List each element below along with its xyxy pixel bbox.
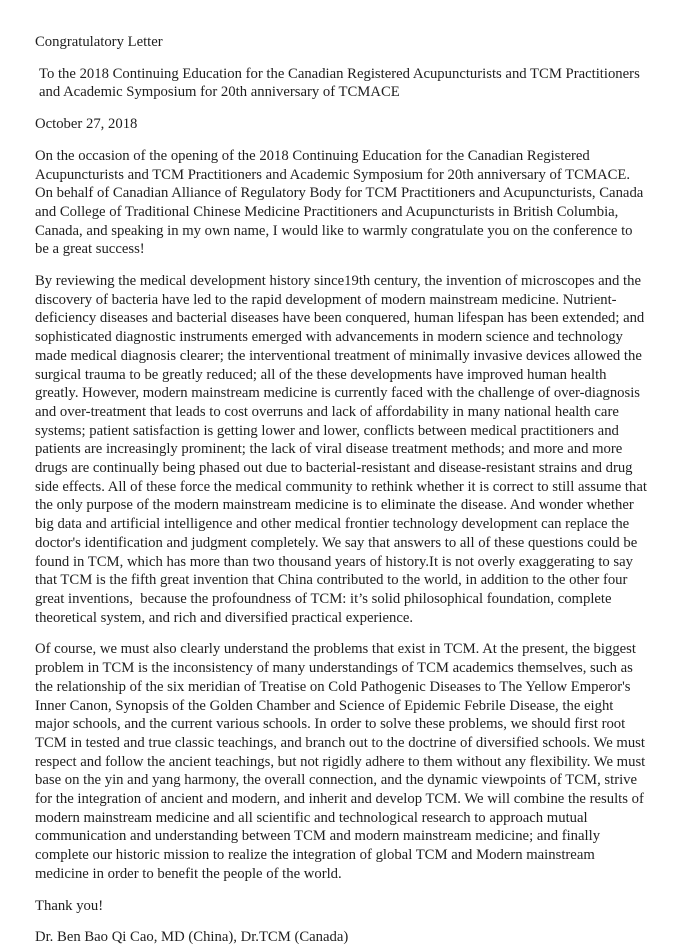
letter-closing: Thank you! [35, 897, 104, 914]
letter-paragraph-tcm-problems: Of course, we must also clearly understand the problems that exist in TCM. At the present, the biggest problem in TCM is the inconsistency of many understandings of TCM academics themselves, such as the relationship of the six meridian of Treatise on Cold Pathogenic Diseases to The Yellow Emperor's Inner Canon, Synopsis of the Golden Chamber and Science of Epidemic Febrile Disease, the eight major schools, and the current various schools. In order to solve these problems, we should first root TCM in tested and true classic teachings, and branch out to the doctrine of diversified schools. We must respect and follow the ancient teachings, but not rigidly adhere to them without any flexibility. We must base on the yin and yang harmony, the overall connection, and the dynamic viewpoints of TCM, strive for the integration of ancient and modern, and inherit and develop TCM. We will combine the results of modern mainstream medicine and all scientific and technological research to approach mutual communication and understanding between TCM and modern mainstream medicine; and finally complete our historic mission to realize the integration of global TCM and Modern mainstream medicine in order to benefit the people of the world. [35, 641, 646, 882]
letter-date: October 27, 2018 [35, 116, 138, 133]
letter-paragraph-medical-history: By reviewing the medical development history since19th century, the invention of microscopes and the discovery of bacteria have led to the rapid development of modern mainstream medicine. Nutrient-deficiency diseases and bacterial diseases have been conquered, human lifespan has been extended; and sophisticated diagnostic instruments emerged with advancements in modern science and technology made medical diagnosis clearer; the interventional treatment of minimally invasive devices allowed the surgical trauma to be greatly reduced; all of the these developments have improved human health greatly. However, modern mainstream medicine is currently faced with the challenge of over-diagnosis and over-treatment that leads to cost overruns and lack of affordability in many national health care systems; patient satisfaction is getting lower and lower, conflicts between medical practitioners and patients are increasingly prominent; the lack of viral disease treatment methods; and more and more drugs are continually being phased out due to bacterial-resistant and disease-resistant strains and drug side effects. All of these force the medical community to rethink whether it is correct to still assume that the only purpose of the modern mainstream medicine is to eliminate the disease. And wonder whether big data and artificial intelligence and other medical frontier technology development can replace the doctor's identification and judgment completely. We say that answers to all of these questions could be found in TCM, which has more than two thousand years of history.It is not overly exaggerating to say that TCM is the fifth great invention that China contributed to the world, in addition to the other four great inventions, because the profoundness of TCM: it’s solid philosophical foundation, complete theoretical system, and rich and diversified practical experience. [35, 273, 647, 626]
letter-salutation: To the 2018 Continuing Education for the Canadian Registered Acupuncturists and TCM Practitioners and Academic Symposium for 20th anniversary of TCMACE [39, 65, 640, 101]
letter-title: Congratulatory Letter [35, 34, 163, 50]
letter-paragraph-opening: On the occasion of the opening of the 2018 Continuing Education for the Canadian Registered Acupuncturists and TCM Practitioners and Academic Symposium for 20th anniversary of TCMACE. On behalf of Canadian Alliance of Regulatory Body for TCM Practitioners and Acupuncturists, Canada and College of Traditional Chinese Medicine Practitioners and Acupuncturists in British Columbia, Canada, and speaking in my own name, I would like to warmly congratulate you on the conference to be a great success! [35, 147, 644, 258]
letter-signature: Dr. Ben Bao Qi Cao, MD (China), Dr.TCM (Canada) [35, 929, 349, 946]
